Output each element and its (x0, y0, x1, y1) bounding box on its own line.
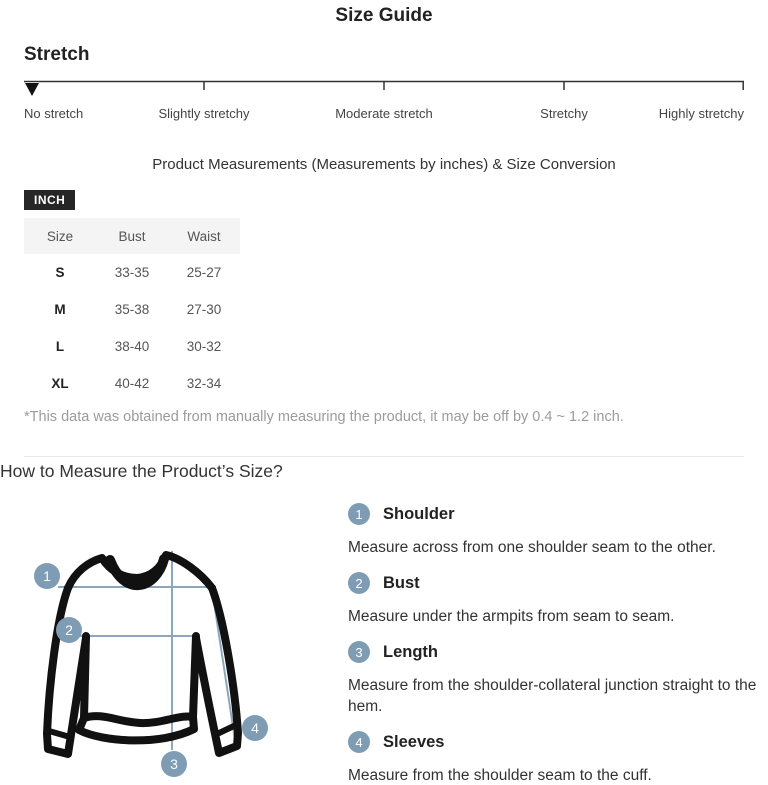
step-number-icon: 1 (348, 503, 370, 525)
stretch-scale-axis (24, 80, 744, 98)
cell-bust: 40-42 (114, 376, 150, 391)
sweater-collar (110, 559, 164, 585)
col-header-bust: Bust (118, 228, 146, 244)
stretch-scale (24, 80, 744, 122)
step-header-length (348, 641, 768, 663)
sweater-right-side (193, 636, 196, 717)
cell-waist: 32-34 (186, 376, 222, 391)
table-row (24, 328, 240, 365)
col-header-size: Size (46, 228, 74, 244)
measurements-title: Product Measurements (Measurements by inches) & Size Conversion (152, 156, 616, 173)
stretch-label-stretchy: Stretchy (540, 106, 588, 121)
cell-size: M (54, 302, 66, 317)
cell-bust: 38-40 (114, 339, 150, 354)
how-to-measure-heading: How to Measure the Product’s Size? (0, 461, 283, 481)
stretch-scale-labels (24, 106, 744, 122)
table-row (24, 365, 240, 402)
stretch-marker-icon (25, 83, 39, 96)
diagram-marker-3: 3 (161, 751, 187, 777)
cell-waist: 25-27 (186, 265, 222, 280)
step-header-shoulder (348, 503, 768, 525)
step-header-bust (348, 572, 768, 594)
cell-bust: 33-35 (114, 265, 150, 280)
cell-waist: 27-30 (186, 302, 222, 317)
diagram-marker-1: 1 (34, 563, 60, 589)
step-label: Shoulder (383, 504, 455, 523)
measure-steps-list (348, 495, 768, 785)
diagram-marker-2: 2 (56, 617, 82, 643)
step-description: Measure across from one shoulder seam to the other. (348, 539, 716, 556)
step-description: Measure from the shoulder seam to the cuff. (348, 767, 652, 784)
size-table-header-row (24, 218, 240, 254)
sweater-diagram (0, 488, 340, 785)
stretch-label-no-stretch: No stretch (24, 106, 84, 121)
stretch-label-highly-stretchy: Highly stretchy (658, 106, 744, 121)
stretch-label-moderate: Moderate stretch (335, 106, 433, 121)
size-table (24, 218, 240, 402)
diagram-marker-4: 4 (242, 715, 268, 741)
step-header-sleeves (348, 731, 768, 753)
cell-size: L (55, 339, 65, 354)
page-title: Size Guide (335, 5, 433, 26)
step-number-icon: 4 (348, 731, 370, 753)
step-number-icon: 3 (348, 641, 370, 663)
col-header-waist: Waist (187, 228, 221, 244)
cell-waist: 30-32 (186, 339, 222, 354)
step-label: Sleeves (383, 732, 445, 751)
table-row (24, 291, 240, 328)
cell-size: S (55, 265, 65, 280)
sweater-left-side (84, 636, 86, 718)
step-label: Length (383, 642, 438, 661)
step-number-icon: 2 (348, 572, 370, 594)
left-cuff-line (49, 731, 70, 737)
sweater-hem-top (84, 716, 193, 723)
table-row (24, 254, 240, 291)
stretch-heading: Stretch (24, 44, 90, 65)
cell-size: XL (51, 376, 69, 391)
step-label: Bust (383, 573, 420, 592)
stretch-label-slightly: Slightly stretchy (158, 106, 250, 121)
unit-toggle-inch[interactable]: INCH (24, 190, 75, 210)
step-description: Measure under the armpits from seam to seam. (348, 608, 675, 625)
section-divider (24, 456, 744, 457)
measurement-footnote: *This data was obtained from manually measuring the product, it may be off by 0.4 ~ 1.2 inch. (24, 409, 624, 425)
cell-bust: 35-38 (114, 302, 150, 317)
sweater-illustration (0, 488, 340, 785)
step-description: Measure from the shoulder-collateral junction straight to the hem. (348, 677, 757, 715)
